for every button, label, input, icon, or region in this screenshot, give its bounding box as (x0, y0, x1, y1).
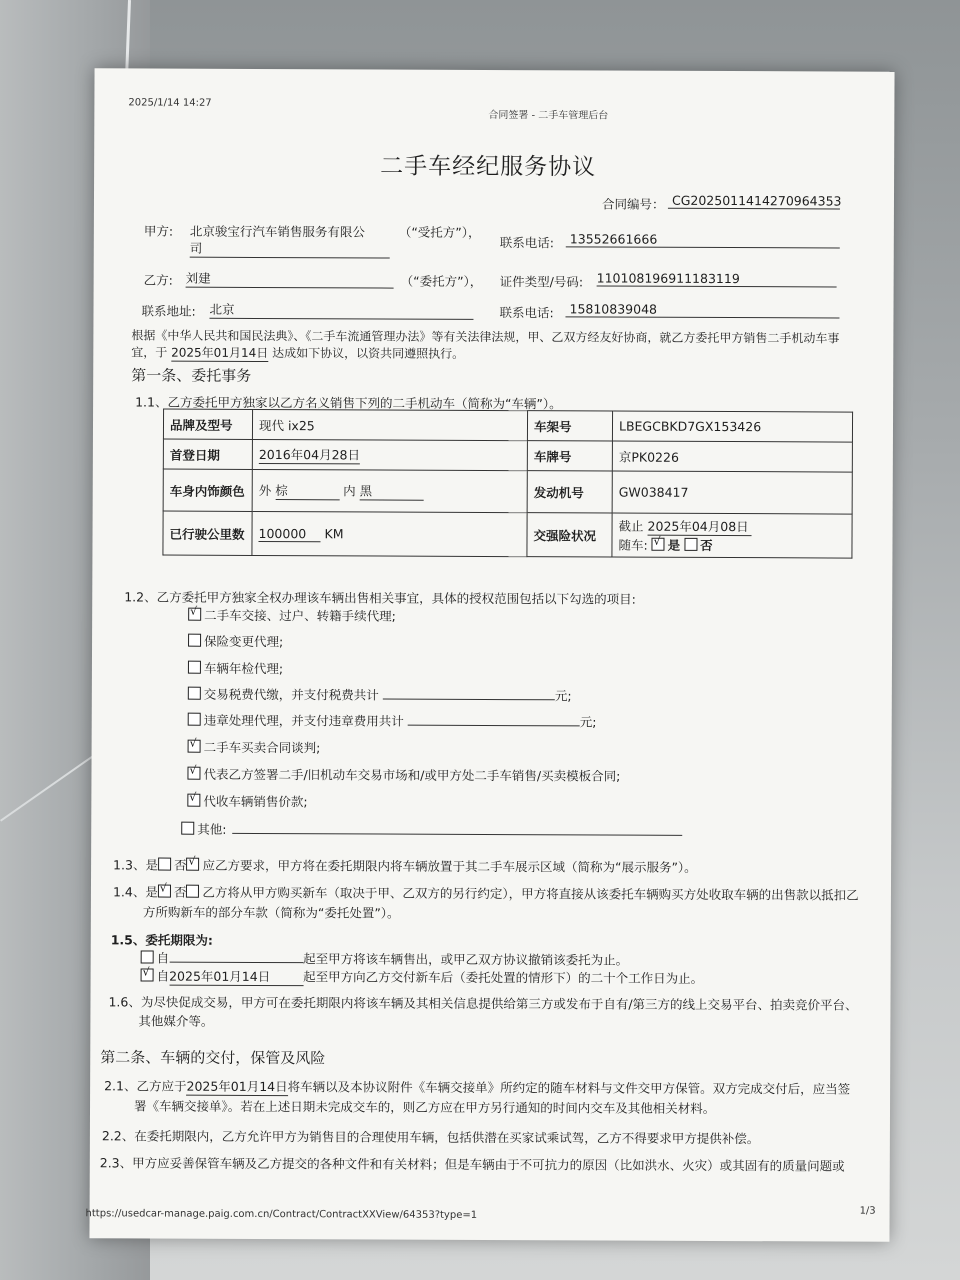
option-violation-suffix: 元; (579, 714, 597, 730)
clause-2-3: 2.3、甲方应妥善保管车辆及乙方提交的各种文件和有关材料；但是车辆由于不可抗力的原因（比如洪水、火灾）或其固有的质量问题或 (99, 1155, 845, 1174)
print-timestamp: 2025/1/14 14:27 (128, 97, 212, 109)
mileage-value: 100000 (258, 525, 320, 541)
clause-1-3-mid: 否 (173, 857, 187, 873)
option-tax (188, 685, 572, 705)
clause-1-3-prefix: 1.3、是 (113, 857, 159, 873)
clause-1-4-yes-checkbox[interactable] (158, 885, 171, 898)
clause-2-2: 2.2、在委托期限内，乙方允许甲方为销售目的合理使用车辆，包括供潜在买家试乘试驾，乙方不得要求甲方提供补偿。 (101, 1128, 760, 1147)
int-prefix: 内 (343, 483, 356, 499)
clause-1-4-prefix: 1.4、是 (112, 884, 158, 900)
reg-date-label: 首登日期 (163, 439, 252, 469)
plate-value: 京PK0226 (612, 441, 852, 472)
option-sign-contract-label: 代表乙方签署二手/旧机动车交易市场和/或甲方处二手车销售/买卖模板合同; (203, 766, 621, 784)
print-page-number: 1/3 (859, 1205, 876, 1217)
insurance-until-line (619, 517, 846, 537)
clause-2-1-prefix: 2.1、乙方应于 (104, 1078, 187, 1094)
clause-1-3-no-checkbox[interactable] (186, 858, 199, 871)
insurance-until-prefix: 截止 (618, 518, 644, 534)
contract-no-label: 合同编号： (601, 196, 665, 212)
option-collect-payment-label: 代收车辆销售价款; (203, 793, 308, 810)
preamble-suffix: 达成如下协议，以资共同遵照执行。 (272, 346, 465, 361)
option-inspection-label: 车辆年检代理; (203, 660, 284, 677)
option-tax-suffix: 元; (554, 688, 572, 704)
option-insurance-checkbox[interactable] (188, 634, 201, 647)
color-label: 车身内饰颜色 (163, 469, 252, 511)
vehicle-info-table (162, 409, 853, 559)
option-tax-checkbox[interactable] (188, 687, 201, 700)
party-a-phone-label: 联系电话: (499, 235, 555, 251)
clause-2-1-line1 (104, 1076, 850, 1098)
insurance-cell (612, 513, 852, 558)
option-insurance-label: 保险变更代理; (204, 633, 284, 650)
mileage-unit: KM (324, 525, 344, 541)
option-collect-payment-checkbox[interactable] (187, 794, 200, 807)
vin-value: LBEGCBKD7GX153426 (612, 411, 852, 442)
brand-label: 品牌及型号 (163, 409, 252, 439)
party-a-phone: 13552661666 (566, 231, 840, 248)
ext-prefix: 外 (258, 482, 272, 499)
clause-1-4 (113, 882, 859, 903)
print-page-title: 合同签署 - 二手车管理后台 (488, 109, 609, 122)
reg-date-value: 2016年04月28日 (258, 446, 361, 463)
clause-1-3-text: 应乙方要求，甲方将在委托期限内将车辆放置于其二手车展示区域（简称为“展示服务”）。 (202, 857, 697, 875)
clause-1-5-b (141, 966, 704, 987)
article1-title: 第一条、委托事务 (131, 366, 252, 385)
with-car-label: 随车: (618, 537, 648, 553)
clause-1-6-line2: 其他媒介等。 (138, 1013, 214, 1029)
clause-2-1-line2: 署《车辆交接单》。若在上述日期未完成交车的，则乙方应在甲方另行通知的时间内交车及其他相关材料。 (133, 1098, 716, 1116)
option-violation (188, 711, 597, 731)
address-value: 北京 (209, 300, 473, 320)
party-b-id: 110108196911183119 (597, 270, 837, 287)
clause-1-5-title: 1.5、委托期限为: (110, 932, 213, 948)
party-b-phone: 15810839048 (565, 301, 839, 318)
clause-1-5-b-text: 起至甲方向乙方交付新车后（委托处置的情形下）的二十个工作日为止。 (303, 969, 704, 986)
clause-1-3 (113, 855, 697, 876)
party-a-label: 甲方: (143, 223, 174, 239)
address-label: 联系地址: (141, 303, 196, 319)
option-sign-contract (187, 765, 620, 785)
option-tax-label: 交易税费代缴，并支付税费共计 (203, 686, 379, 703)
party-b-phone-label: 联系电话: (499, 305, 554, 321)
article2-title: 第二条、车辆的交付，保管及风险 (100, 1048, 326, 1068)
with-car-yes-label: 是 (667, 537, 681, 553)
clause-1-2: 1.2、乙方委托甲方独家全权办理该车辆出售相关事宜，具体的授权范围包括以下勾选的项目: (124, 589, 636, 607)
clause-1-3-yes-checkbox[interactable] (158, 858, 171, 871)
party-a-role: （“受托方”）， (398, 224, 481, 240)
contract-page (85, 68, 894, 1241)
clause-1-5-b-checkbox[interactable] (141, 968, 154, 981)
option-tax-amount-line (383, 699, 555, 701)
mileage-label: 已行驶公里数 (163, 511, 252, 555)
insurance-label: 交强险状况 (527, 513, 612, 557)
option-violation-checkbox[interactable] (188, 713, 201, 726)
insurance-until-date: 2025年04月08日 (648, 517, 752, 536)
clause-1-1: 1.1、乙方委托甲方独家以乙方名义销售下列的二手机动车（简称为“车辆”）。 (135, 394, 562, 412)
clause-1-4-line1: 乙方将从甲方购买新车（取决于甲、乙双方的另行约定），甲方将直接从该委托车辆购买方处收取车辆的出售款以抵扣乙 (202, 884, 859, 903)
clause-1-5-a (141, 948, 629, 968)
option-other-line (232, 833, 682, 836)
option-insurance (188, 632, 283, 650)
preamble-prefix: 宜，于 (131, 345, 168, 360)
option-transfer (188, 606, 396, 625)
document-title: 二手车经纪服务协议 (380, 153, 597, 181)
int-color: 黑 (360, 481, 424, 500)
party-b-id-label: 证件类型/号码: (499, 274, 584, 290)
clause-1-5-b-prefix: 自 (156, 968, 170, 984)
preamble-line2 (131, 343, 464, 362)
engine-label: 发动机号 (527, 471, 612, 513)
party-b-label: 乙方: (143, 272, 173, 288)
option-transfer-checkbox[interactable] (188, 608, 201, 621)
clause-1-5-a-checkbox[interactable] (141, 950, 154, 963)
color-cell (252, 469, 527, 512)
party-b-name: 刘建 (186, 269, 394, 289)
option-negotiation-checkbox[interactable] (188, 740, 201, 753)
ext-color: 棕 (275, 481, 339, 500)
clause-1-5-a-text: 起至甲方将该车辆售出，或甲乙双方协议撤销该委托为止。 (303, 951, 629, 968)
with-car-yes-checkbox[interactable] (652, 538, 665, 551)
party-a-name-line1: 北京骏宝行汽车销售服务有限公 (189, 223, 365, 240)
plate-label: 车牌号 (527, 441, 612, 471)
clause-1-4-no-checkbox[interactable] (186, 885, 199, 898)
print-url: https://usedcar-manage.paig.com.cn/Contract/ContractXXView/64353?type=1 (85, 1208, 478, 1221)
option-transfer-label: 二手车交接、过户、转籍手续代理; (204, 607, 396, 624)
party-b-role: （“委托方”）， (400, 273, 483, 289)
option-sign-contract-checkbox[interactable] (187, 767, 200, 780)
party-a-name-line2: 司 (190, 239, 390, 259)
option-inspection-checkbox[interactable] (188, 661, 201, 674)
contract-no-value: CG2025011414270964353 (668, 193, 840, 210)
option-violation-amount-line (408, 725, 580, 727)
clause-1-4-mid: 否 (173, 884, 187, 900)
option-other-checkbox[interactable] (181, 822, 194, 835)
option-collect-payment (187, 792, 307, 811)
clause-1-4-line2: 方所购新车的部分车款（简称为“委托处置”）。 (142, 904, 400, 921)
reg-date-cell (252, 439, 527, 470)
option-violation-label: 违章处理代理，并支付违章费用共计 (203, 712, 404, 729)
option-inspection (188, 659, 283, 677)
option-other (181, 820, 682, 840)
preamble-date: 2025年01月14日 (171, 345, 269, 361)
clause-1-5-a-date-line (169, 962, 303, 964)
with-car-line (618, 536, 845, 555)
preamble-line1: 根据《中华人民共和国民法典》、《二手车流通管理办法》等有关法律法规，甲、乙双方经友好协商，就乙方委托甲方销售二手机动车事 (131, 328, 840, 346)
with-car-no-checkbox[interactable] (684, 538, 697, 551)
clause-1-5-b-date: 2025年01月14日 (169, 967, 303, 987)
clause-2-1-date: 2025年01月14日 (186, 1078, 288, 1095)
engine-value: GW038417 (612, 471, 852, 514)
option-negotiation (188, 738, 321, 757)
option-other-label: 其他: (197, 821, 227, 837)
clause-1-6-line1: 1.6、为尽快促成交易，甲方可在委托期限内将该车辆及其相关信息提供给第三方或发布于自有/第三方的线上交易平台、拍卖竞价平台、 (108, 994, 858, 1013)
clause-2-1-text: 将车辆以及本协议附件《车辆交接单》所约定的随车材料与文件交甲方保管。双方完成交付后，应当签 (287, 1079, 851, 1097)
option-negotiation-label: 二手车买卖合同谈判; (203, 739, 321, 756)
with-car-no-label: 否 (700, 537, 713, 553)
vin-label: 车架号 (527, 411, 612, 441)
clause-1-5-a-prefix: 自 (156, 950, 170, 966)
brand-value: 现代 ix25 (252, 409, 527, 440)
mileage-cell (252, 511, 527, 556)
